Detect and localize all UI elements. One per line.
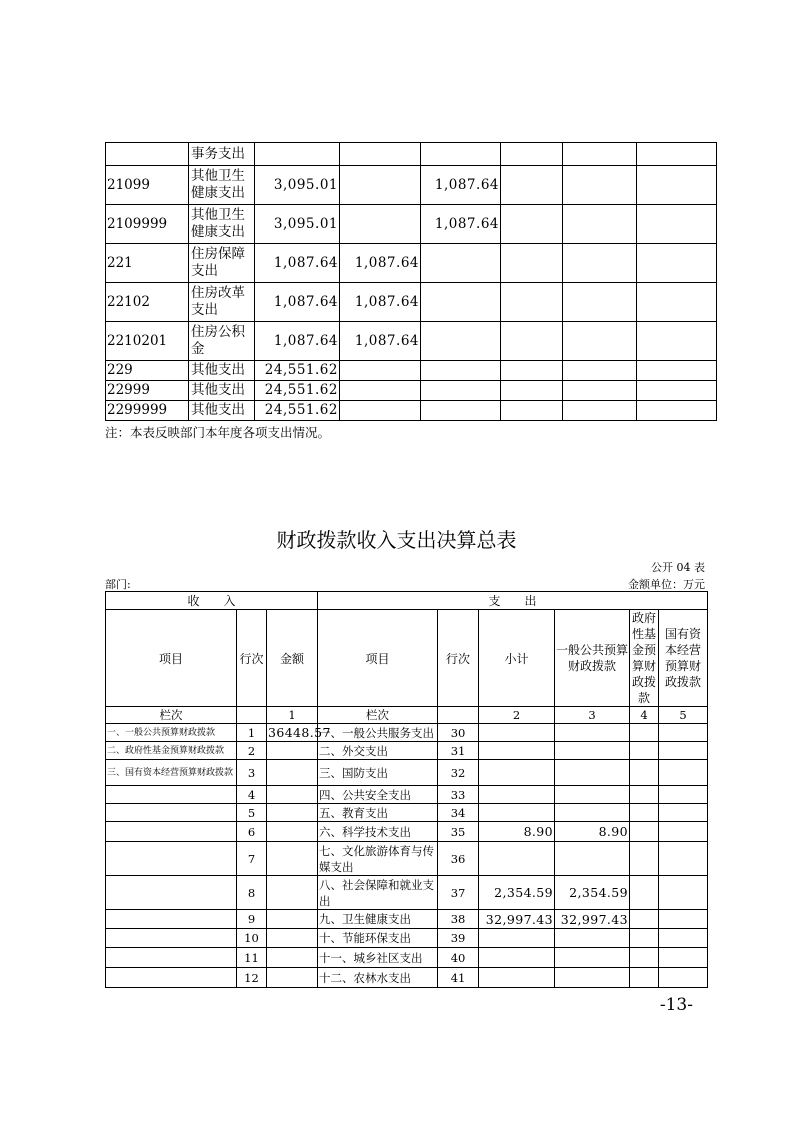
expense-line-no: 30 [438,724,479,742]
income-item [106,804,237,822]
empty-cell [563,322,637,361]
table-row [106,401,717,421]
subtotal-value [479,786,555,804]
income-amount [267,742,318,760]
empty-cell [659,929,708,948]
empty-cell [501,244,563,283]
income-line-no: 3 [237,760,267,786]
empty-cell [501,166,563,205]
line-no-header: 行次 [237,610,267,707]
col-index: 4 [630,707,659,724]
general-value [555,948,630,968]
row-value [340,361,421,381]
col-index: 3 [555,707,630,724]
income-line-no: 7 [237,842,267,876]
table-row [106,948,708,968]
empty-cell [563,283,637,322]
expense-line-no: 39 [438,929,479,948]
expense-line-no: 37 [438,876,479,910]
table-row [106,876,708,910]
page-title: 财政拨款收入支出决算总表 [276,528,517,552]
income-line-no: 11 [237,948,267,968]
empty-cell [637,205,717,244]
expense-item: 八、社会保障和就业支出 [318,876,438,910]
row-name: 其他支出 [189,361,255,381]
income-item [106,822,237,842]
row-code: 2210201 [106,322,189,361]
empty-cell [501,401,563,421]
table-row [106,244,717,283]
line-no-header: 行次 [438,610,479,707]
item-header: 项目 [318,610,438,707]
empty-cell [637,381,717,401]
empty-cell [659,910,708,929]
subtotal-value [479,929,555,948]
row-value [421,361,501,381]
table-row [106,143,717,166]
row-value [421,143,501,166]
income-amount: 36448.57 [268,725,331,740]
empty-cell [659,786,708,804]
income-line-no: 8 [237,876,267,910]
empty-cell [630,948,659,968]
subtotal-value [479,742,555,760]
empty-cell [237,707,267,724]
empty-cell [637,244,717,283]
income-line-no: 10 [237,929,267,948]
expense-item: 四、公共安全支出 [318,786,438,804]
income-amount [267,910,318,929]
row-code: 22102 [106,283,189,322]
income-item [106,929,237,948]
empty-cell [501,283,563,322]
income-item [106,786,237,804]
empty-cell [563,205,637,244]
expense-item: 二、外交支出 [318,742,438,760]
general-budget-header: 一般公共预算财政拨款 [555,610,630,707]
row-value [421,283,501,322]
table-row [106,322,717,361]
income-line-no: 1 [237,724,267,742]
row-value: 1,087.64 [255,283,340,322]
income-item: 二、政府性基金预算财政拨款 [106,742,237,760]
empty-cell [630,968,659,988]
row-value [340,401,421,421]
empty-cell [659,822,708,842]
table-row [106,929,708,948]
table-row [106,760,708,786]
row-value [255,143,340,166]
table-row [106,724,708,742]
expense-header: 支 出 [318,592,708,610]
table-row [106,205,717,244]
table-number: 公开 04 表 [651,561,705,574]
empty-cell [659,842,708,876]
empty-cell [563,143,637,166]
empty-cell [630,876,659,910]
income-amount [267,804,318,822]
income-amount [267,968,318,988]
income-amount [267,786,318,804]
empty-cell [630,804,659,822]
income-item: 三、国有资本经营预算财政拨款 [106,760,237,786]
row-value [340,166,421,205]
row-value [340,205,421,244]
expense-line-no: 36 [438,842,479,876]
income-amount [267,760,318,786]
income-amount [267,948,318,968]
table-row [106,804,708,822]
table-row [106,968,708,988]
expense-line-no: 34 [438,804,479,822]
row-code: 21099 [106,166,189,205]
empty-cell [637,283,717,322]
expense-line-no: 41 [438,968,479,988]
empty-cell [563,401,637,421]
empty-cell [501,381,563,401]
row-code: 229 [106,361,189,381]
income-line-no: 4 [237,786,267,804]
table-row [106,842,708,876]
empty-cell [630,910,659,929]
row-code: 22999 [106,381,189,401]
expense-item: 五、教育支出 [318,804,438,822]
row-code: 2299999 [106,401,189,421]
income-amount [267,929,318,948]
row-name: 其他支出 [189,401,255,421]
empty-cell [563,361,637,381]
row-value: 1,087.64 [340,244,421,283]
fiscal-summary-table [105,591,708,988]
row-value: 3,095.01 [255,205,340,244]
row-name: 住房保障支出 [189,244,255,283]
row-code: 221 [106,244,189,283]
general-value [555,742,630,760]
table-row [106,283,717,322]
row-name: 住房改革支出 [189,283,255,322]
subtotal-value [479,968,555,988]
row-value [421,401,501,421]
income-amount [267,842,318,876]
table-row [106,166,717,205]
department-label: 部门: [105,578,131,591]
general-value: 32,997.43 [555,910,630,929]
income-amount [267,822,318,842]
amount-header: 金额 [267,610,318,707]
expense-item: 三、国防支出 [318,760,438,786]
income-item [106,948,237,968]
empty-cell [659,948,708,968]
table-row [106,910,708,929]
empty-cell [659,968,708,988]
empty-cell [630,842,659,876]
empty-cell [637,322,717,361]
general-value [555,968,630,988]
general-value: 2,354.59 [555,876,630,910]
unit-label: 金额单位：万元 [628,578,705,591]
col-index-label: 栏次 [106,707,237,724]
income-line-no: 2 [237,742,267,760]
empty-cell [630,724,659,742]
column-index-row [106,707,708,724]
empty-cell [659,876,708,910]
gov-fund-header: 政府性基金预算财政拨款 [630,610,659,707]
empty-cell [637,361,717,381]
table-row [106,381,717,401]
header-row [106,592,708,610]
empty-cell [563,381,637,401]
empty-cell [501,205,563,244]
income-item: 一、一般公共预算财政拨款 [106,724,237,742]
subtotal-value: 8.90 [479,822,555,842]
col-index: 2 [479,707,555,724]
general-value [555,724,630,742]
row-code [106,143,189,166]
expense-item: 十、节能环保支出 [318,929,438,948]
subtotal-value [479,724,555,742]
row-name: 事务支出 [189,143,255,166]
expenditure-table [105,142,717,421]
table-row [106,361,717,381]
table-row [106,742,708,760]
col-index: 1 [267,707,318,724]
empty-cell [659,742,708,760]
col-index: 5 [659,707,708,724]
expense-line-no: 33 [438,786,479,804]
income-item [106,910,237,929]
expense-item: 十二、农林水支出 [318,968,438,988]
row-value [421,322,501,361]
subtotal-value: 32,997.43 [479,910,555,929]
col-index-label: 栏次 [318,707,438,724]
empty-cell [630,742,659,760]
empty-cell [563,244,637,283]
general-value [555,842,630,876]
empty-cell [630,929,659,948]
row-value: 24,551.62 [255,361,340,381]
empty-cell [659,724,708,742]
table-row [106,786,708,804]
header-row [106,610,708,707]
general-value [555,786,630,804]
general-value [555,804,630,822]
expense-line-no: 32 [438,760,479,786]
empty-cell [630,760,659,786]
general-value: 8.90 [555,822,630,842]
row-value [421,244,501,283]
empty-cell [659,804,708,822]
row-value: 24,551.62 [255,381,340,401]
row-value: 1,087.64 [340,322,421,361]
empty-cell [637,143,717,166]
empty-cell [630,822,659,842]
row-value [340,143,421,166]
expense-item: 七、文化旅游体育与传媒支出 [318,842,438,876]
row-value [340,381,421,401]
row-name: 其他支出 [189,381,255,401]
state-capital-header: 国有资本经营预算财政拨款 [659,610,708,707]
expense-line-no: 38 [438,910,479,929]
income-amount [267,876,318,910]
row-value: 1,087.64 [255,322,340,361]
expense-item: 十一、城乡社区支出 [318,948,438,968]
income-item [106,876,237,910]
expense-line-no: 40 [438,948,479,968]
empty-cell [637,166,717,205]
subtotal-header: 小计 [479,610,555,707]
row-value: 3,095.01 [255,166,340,205]
income-line-no: 9 [237,910,267,929]
expense-item: 一、一般公共服务支出 [318,724,438,742]
table-row [106,822,708,842]
subtotal-value: 2,354.59 [479,876,555,910]
subtotal-value [479,804,555,822]
general-value [555,929,630,948]
empty-cell [563,166,637,205]
row-value: 1,087.64 [421,205,501,244]
empty-cell [659,760,708,786]
empty-cell [637,401,717,421]
row-name: 住房公积金 [189,322,255,361]
subtotal-value [479,760,555,786]
income-line-no: 12 [237,968,267,988]
expense-line-no: 31 [438,742,479,760]
empty-cell [501,143,563,166]
expense-item: 六、科学技术支出 [318,822,438,842]
income-header: 收 入 [106,592,318,610]
empty-cell [501,361,563,381]
row-name: 其他卫生健康支出 [189,166,255,205]
empty-cell [438,707,479,724]
subtotal-value [479,948,555,968]
page-number: -13- [659,995,693,1015]
row-name: 其他卫生健康支出 [189,205,255,244]
row-value: 24,551.62 [255,401,340,421]
expense-line-no: 35 [438,822,479,842]
general-value [555,760,630,786]
income-item [106,842,237,876]
expense-item: 九、卫生健康支出 [318,910,438,929]
row-code: 2109999 [106,205,189,244]
row-value: 1,087.64 [340,283,421,322]
subtotal-value [479,842,555,876]
table-note: 注：本表反映部门本年度各项支出情况。 [105,425,331,440]
row-value: 1,087.64 [255,244,340,283]
item-header: 项目 [106,610,237,707]
income-line-no: 5 [237,804,267,822]
income-line-no: 6 [237,822,267,842]
empty-cell [501,322,563,361]
row-value: 1,087.64 [421,166,501,205]
income-item [106,968,237,988]
row-value [421,381,501,401]
empty-cell [630,786,659,804]
